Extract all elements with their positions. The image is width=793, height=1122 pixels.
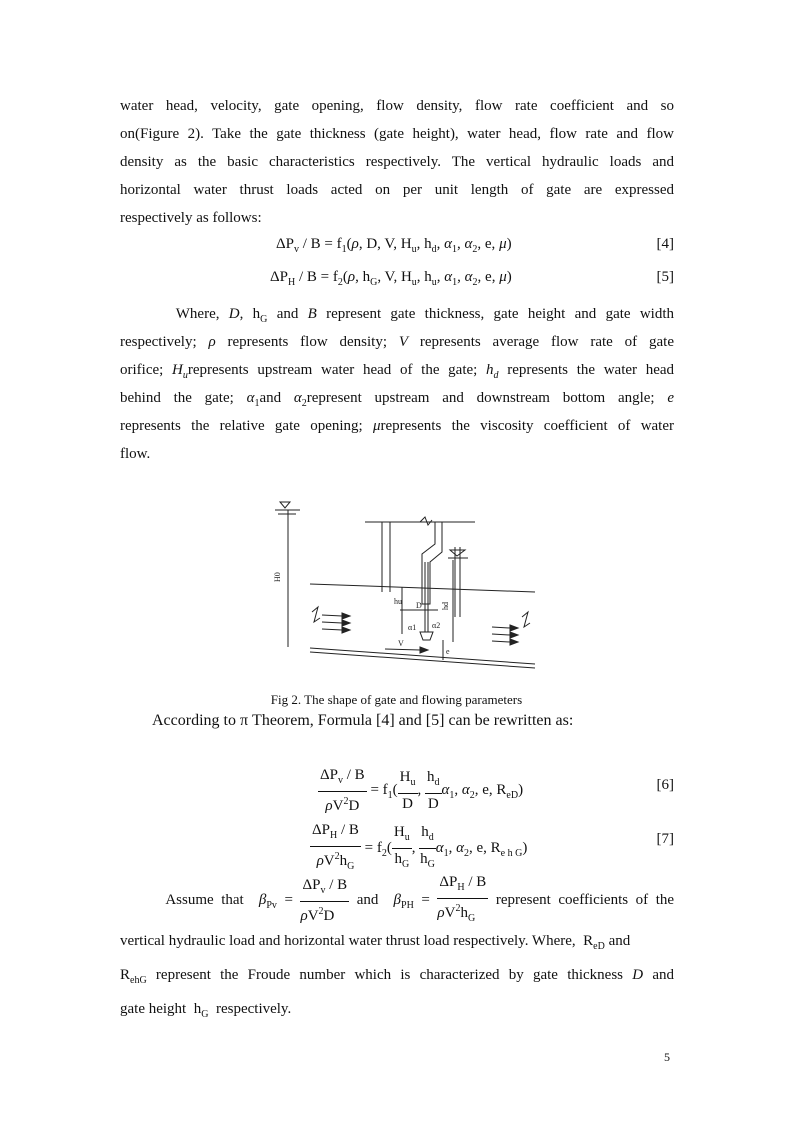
label-alpha1: α1 bbox=[408, 623, 417, 632]
text-line: flow. bbox=[120, 446, 151, 462]
text-line: vertical hydraulic load and horizontal water thrust load respectively. Where, $R_{eD}$ and bbox=[120, 933, 631, 952]
equation-7-number: [7] bbox=[656, 831, 674, 847]
text-line: on(Figure 2). Take the gate thickness (gate height), water head, flow rate and flow bbox=[120, 126, 674, 142]
equation-6: $\frac{\Delta P_v / B}{\rho V^2D}$ = $f_1$( $\frac{H_u}{D}$ , $\frac{h_d}{D}$ $\alpha_1$, $\alpha_2$, e, $R_{eD}$) bbox=[320, 767, 524, 814]
text-line: Where, D, $h_G$ and B represent gate thickness, gate height and gate width bbox=[175, 306, 675, 325]
text-line: horizontal water thrust loads acted on per unit length of gate are expressed bbox=[120, 182, 674, 198]
equation-6-number: [6] bbox=[656, 777, 674, 793]
paragraph-3: According to π Theorem, Formula [4] and [5] can be rewritten as: bbox=[152, 712, 574, 729]
text-line: orifice; $H_urepresents$ upstream water head of the gate; $h_d$ represents the water head bbox=[120, 362, 675, 381]
water-level-marker bbox=[280, 502, 290, 508]
equation-5: $\Delta P_H / B = f_2(\rho$, $h_G$, V, $H_u$, $h_u$, $\alpha_1$, $\alpha_2$, e, μ) bbox=[270, 269, 512, 288]
equation-4: $\Delta P_v / B = f_1(\rho$, D, V, $H_u$, $h_d$, $\alpha_1$, $\alpha_2$, e, μ) bbox=[276, 236, 512, 255]
label-hd: hd bbox=[441, 602, 450, 610]
gate-figure bbox=[270, 492, 540, 687]
page-number: 5 bbox=[664, 1050, 670, 1064]
text-line: Assume that $\beta_{Pv}$ = $\frac{\Delta P_v / B}{\rho V^2D}$ and $\beta_{PH}$ = $\frac{\Delta P_H / B}{\rho V^2h_G}$ represent coefficients of the bbox=[165, 874, 675, 924]
paragraph-2 bbox=[120, 300, 674, 468]
label-alpha2: α2 bbox=[432, 621, 441, 630]
equation-4-number: [4] bbox=[656, 236, 674, 252]
text-line: $R_{ehG}$ represent the Froude number which is characterized by gate thickness D and bbox=[120, 967, 675, 986]
figure-caption: Fig 2. The shape of gate and flowing parameters bbox=[270, 692, 523, 707]
text-line: water head, velocity, gate opening, flow density, flow rate coefficient and so bbox=[120, 98, 674, 114]
paragraph-1 bbox=[120, 92, 674, 232]
equation-5-number: [5] bbox=[656, 269, 674, 285]
label-H0: H0 bbox=[273, 572, 282, 582]
paragraph-4 bbox=[120, 872, 674, 1026]
text-line: respectively as follows: bbox=[120, 210, 262, 226]
text-line: gate height $h_G$ respectively. bbox=[120, 1001, 292, 1020]
equation-7: $\frac{\Delta P_H / B}{\rho V^2h_G}$ = $f_2$( $\frac{H_u}{h_G}$ , $\frac{h_d}{h_G}$ $\alpha_1$, $\alpha_2$, e, $R_{e h G}$) bbox=[312, 822, 528, 872]
label-hu: hu bbox=[394, 597, 402, 606]
text-line: density as the basic characteristics respectively. The vertical hydraulic loads and bbox=[120, 154, 674, 170]
text-line: respectively; ρ represents flow density; V represents average flow rate of gate bbox=[120, 334, 674, 350]
label-V: V bbox=[398, 639, 404, 648]
label-e: e bbox=[446, 647, 450, 656]
label-D: D bbox=[416, 601, 422, 610]
text-line: behind the gate; $\alpha_1and$ $\alpha_2represent$ upstream and downstream bottom angle; e bbox=[120, 390, 675, 409]
text-line: represents the relative gate opening; μrepresents the viscosity coefficient of water bbox=[120, 418, 675, 434]
